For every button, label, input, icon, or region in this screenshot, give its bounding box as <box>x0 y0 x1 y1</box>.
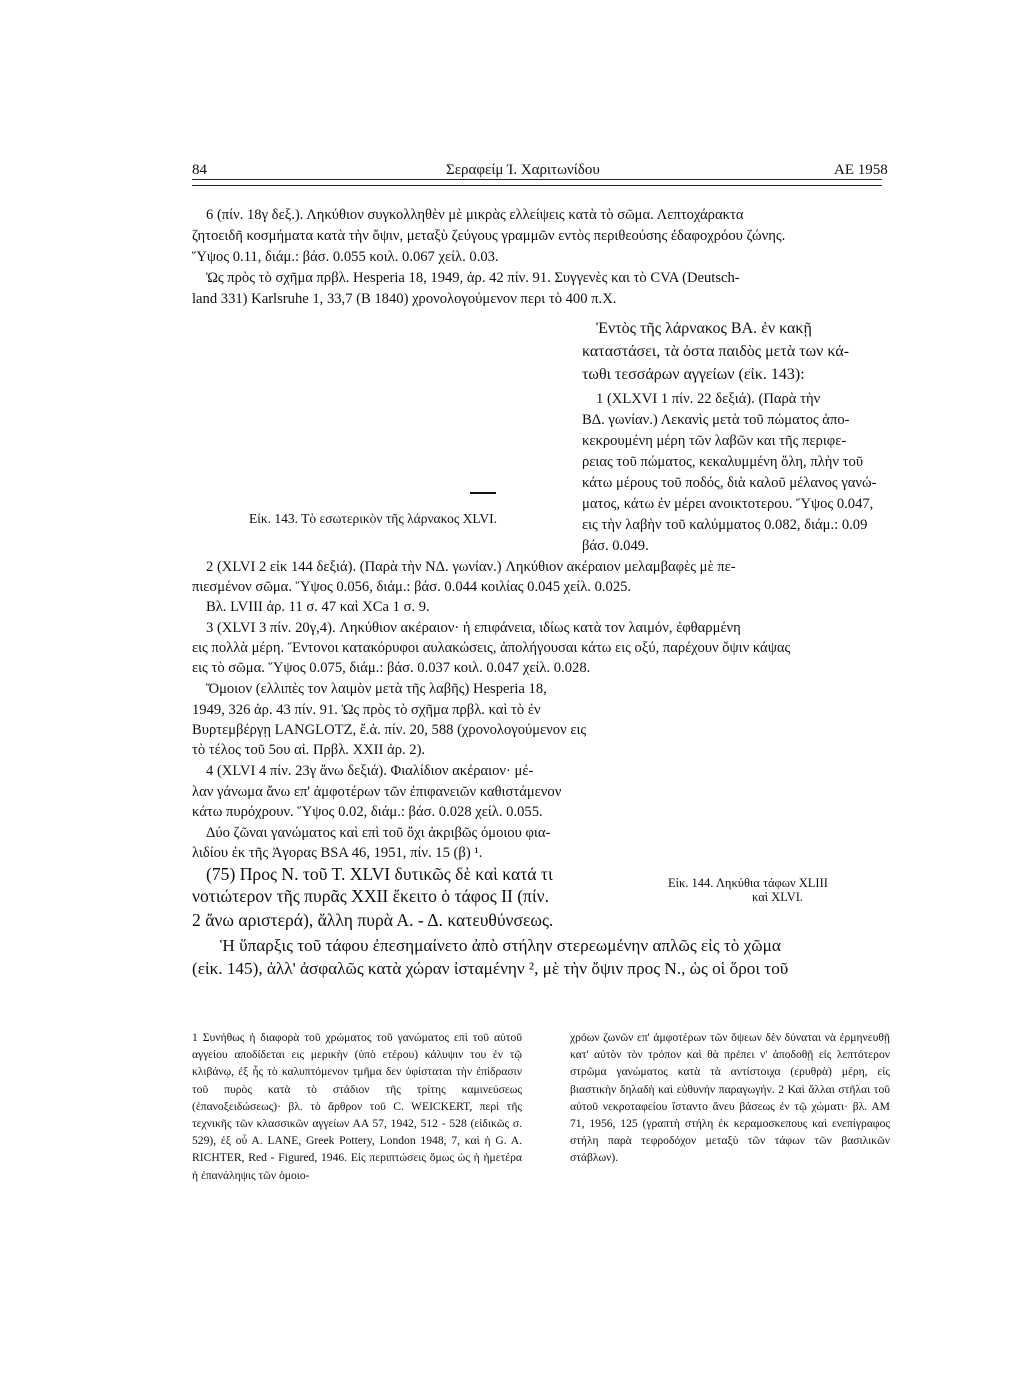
text-line: κάτω πυρόχρουν. Ὕψος 0.02, διάμ.: βάσ. 0.028 χείλ. 0.055. <box>192 804 543 820</box>
figure-144-caption: Εἰκ. 144. Ληκύθια τάφων XLIII <box>668 876 828 890</box>
footnote-right: χρόων ζωνῶν επ' ἀμφοτέρων τῶν ὄψεων δὲν δύναται νὰ ἑρμηνευθῇ κατ' αὐτὸν τὸν τρόπον καὶ θὰ πρέπει ν' ἀποδοθῇ εἰς λεπτότερον στρῶμα γανώματος κατὰ τὰ αντίστοιχα (ερυθρὰ) μέρη, εἰς βιαστικὴν δηλαδὴ καὶ εὐθυνήν παραγωγήν. 2 Καὶ ἄλλαι στῆλαι τοῦ αὐτοῦ νεκροταφείου ἵσταντο ἄνευ βάσεως ἐν τῷ χώματι· βλ. ΑΜ 71, 1956, 125 (γραπτὴ στήλη ἐκ κεραμοσκεπους καὶ ενεπίγραφος στήλη παρὰ τεφροδόχον μεταξὺ τῶν τάφων τῶν βασιλικῶν στάβλων). <box>570 1031 890 1165</box>
text-line: 6 (πίν. 18γ δεξ.). Ληκύθιον συγκολληθὲν μὲ μικρὰς ελλείψεις κατὰ τὸ σῶμα. Λεπτοχάρακτα <box>206 207 744 223</box>
text-line: καταστάσει, τὰ ὀστα παιδὸς μετὰ των κά- <box>582 343 850 360</box>
text-line: τὸ τέλος τοῦ 5ου αἰ. Πρβλ. XXII ἀρ. 2). <box>192 742 426 758</box>
text-line: εις πολλὰ μέρη. Ἔντονοι κατακόρυφοι αυλακώσεις, ἀπολήγουσαι κάτω εις οξύ, παρέχουν ὄψιν κάψας <box>192 640 791 656</box>
text-line: ρειας τοῦ πώματος, κεκαλυμμένη ὅλη, πλὴν τοῦ <box>582 454 864 470</box>
text-line: Ἡ ὕπαρξις τοῦ τάφου ἐπεσημαίνετο ἀπὸ στήλην στερεωμένην απλῶς εἰς τὸ χῶμα <box>220 936 781 955</box>
header-rule-bottom <box>192 185 882 186</box>
text-line: ζητοειδῆ κοσμήματα κατὰ τὴν ὄψιν, μεταξὺ ζεύγους γραμμῶν εντὸς περιθεούσης ἐδαφοχρόου ζώνης. <box>192 228 786 244</box>
text-line: (εἰκ. 145), ἀλλ' ἀσφαλῶς κατὰ χώραν ἰσταμένην ², μὲ τὴν ὄψιν προς Ν., ὡς οἱ ὅροι τοῦ <box>192 959 789 978</box>
text-line: (75) Προς Ν. τοῦ Τ. XLVI δυτικῶς δὲ καὶ κατά τι <box>206 864 553 884</box>
text-line: ματος, κάτω ἐν μέρει ανοικτοτερου. Ὕψος 0.047, <box>582 496 874 512</box>
figure-143-area <box>192 318 518 494</box>
text-line: Ἐντὸς τῆς λάρνακος ΒΑ. ἐν κακῇ <box>596 320 812 337</box>
text-line: λαν γάνωμα ἄνω επ' ἀμφοτέρων τῶν ἐπιφανειῶν καθιστάμενον <box>192 784 562 800</box>
text-line: 2 (XLVI 2 εἰκ 144 δεξιά). (Παρὰ τὴν ΝΔ. γωνίαν.) Ληκύθιον ακέραιον μελαμβαφὲς μὲ πε- <box>206 559 736 575</box>
figure-144-caption-cont: καὶ XLVI. <box>752 890 804 904</box>
text-line: Ὅμοιον (ελλιπὲς τον λαιμὸν μετὰ τῆς λαβῆς) Hesperia 18, <box>206 681 547 697</box>
text-line: 2 ἄνω αριστερά), ἄλλη πυρὰ Α. - Δ. κατευθύνσεως. <box>192 910 554 930</box>
text-line: νοτιώτερον τῆς πυρᾶς XXII ἔκειτο ὁ τάφος II (πίν. <box>192 886 550 906</box>
text-line: εις τὸ σῶμα. Ὕψος 0.075, διάμ.: βάσ. 0.037 κοιλ. 0.047 χείλ. 0.028. <box>192 660 591 676</box>
footnote-left: 1 Συνήθως ἡ διαφορὰ τοῦ χρώματος τοῦ γανώματος επὶ τοῦ αὐτοῦ αγγείου αποδίδεται εις μερικὴν (ὑπὸ ετέρου) κάλυψιν του ἐν τῷ κλιβάνῳ, ἐξ ἧς τὸ καλυπτόμενον τμῆμα δεν ὑφίσταται τὴν ἐπίδρασιν τοῦ πυρὸς κατὰ τὸ στάδιον τῆς τρίτης καμινεύσεως (ἐπανοξειδώσεως)· βλ. τὸ ἄρθρον τοῦ C. WEICKERT, περὶ τῆς τεχνικῆς τῶν κλασσικῶν αγγείων ΑΑ 57, 1942, 512 - 528 (εἰδικῶς σ. 529), ἐξ οὗ Α. LANE, Greek Pottery, London 1948, 7, καὶ ἡ G. A. RICHTER, Red - Figured, 1946. Εἰς περιπτώσεις ὅμως ὡς ἡ ἡμετέρα ἡ ἐπανάληψις τῶν ὁμοιο- <box>192 1031 522 1182</box>
text-line: 1949, 326 ἀρ. 43 πίν. 91. Ὡς πρὸς τὸ σχῆμα πρβλ. καὶ τὸ ἐν <box>192 702 541 718</box>
text-line: κάτω μέρους τοῦ ποδός, διὰ καλοῦ μέλανος γανώ- <box>582 475 877 491</box>
text-line: βάσ. 0.049. <box>582 538 649 554</box>
text-line: land 331) Karlsruhe 1, 33,7 (B 1840) χρονολογούμενον περι τὸ 400 π.Χ. <box>192 291 617 307</box>
page-number: 84 <box>192 162 207 178</box>
text-line: πιεσμένον σῶμα. Ὕψος 0.056, διάμ.: βάσ. 0.044 κοιλίας 0.045 χείλ. 0.025. <box>192 579 632 595</box>
text-line: ΒΔ. γωνίαν.) Λεκανὶς μετὰ τοῦ πώματος ἀπο- <box>582 412 850 428</box>
text-line: Ὡς πρὸς τὸ σχῆμα πρβλ. Hesperia 18, 1949, ἀρ. 42 πίν. 91. Συγγενὲς και τὸ CVA (Deutsch- <box>206 270 740 286</box>
text-line: 1 (XLXVI 1 πίν. 22 δεξιά). (Παρὰ τὴν <box>596 391 821 407</box>
text-line: 4 (XLVI 4 πίν. 23γ ἄνω δεξιά). Φιαλίδιον ακέραιον· μέ- <box>206 763 534 779</box>
text-line: Ὕψος 0.11, διάμ.: βάσ. 0.055 κοιλ. 0.067 χείλ. 0.03. <box>192 249 499 265</box>
figure-scale-mark <box>470 492 496 494</box>
text-line: εις τὴν λαβὴν τοῦ καλύμματος 0.082, διάμ.: 0.09 <box>582 517 868 533</box>
text-line: Βυρτεμβέργῃ LANGLOTZ, ἔ.ἀ. πίν. 20, 588 (χρονολογούμενον εις <box>192 722 587 738</box>
running-title: Σεραφείμ Ί. Χαριτωνίδου <box>446 162 600 178</box>
text-line: 3 (XLVI 3 πίν. 20γ,4). Ληκύθιον ακέραιον· ἡ επιφάνεια, ιδίως κατὰ τον λαιμόν, ἐφθαρμένη <box>206 620 741 636</box>
figure-143-caption: Εἰκ. 143. Τὸ εσωτερικὸν τῆς λάρνακος XLVI. <box>249 511 497 526</box>
journal-label: ΑΕ 1958 <box>834 162 888 178</box>
text-line: κεκρουμένη μέρη τῶν λαβῶν και τῆς περιφε- <box>582 433 847 449</box>
text-line: τωθι τεσσάρων αγγείων (εἰκ. 143): <box>582 366 805 383</box>
text-line: Δύο ζῶναι γανώματος καὶ επὶ τοῦ ὄχι ἀκριβῶς όμοιου φια- <box>206 825 551 841</box>
text-line: Βλ. LVIII ἀρ. 11 σ. 47 καὶ XCa 1 σ. 9. <box>206 599 430 615</box>
header-rule-top <box>192 179 882 180</box>
text-line: λιδίου ἐκ τῆς Ἀγορας BSA 46, 1951, πίν. 15 (β) ¹. <box>192 845 483 861</box>
